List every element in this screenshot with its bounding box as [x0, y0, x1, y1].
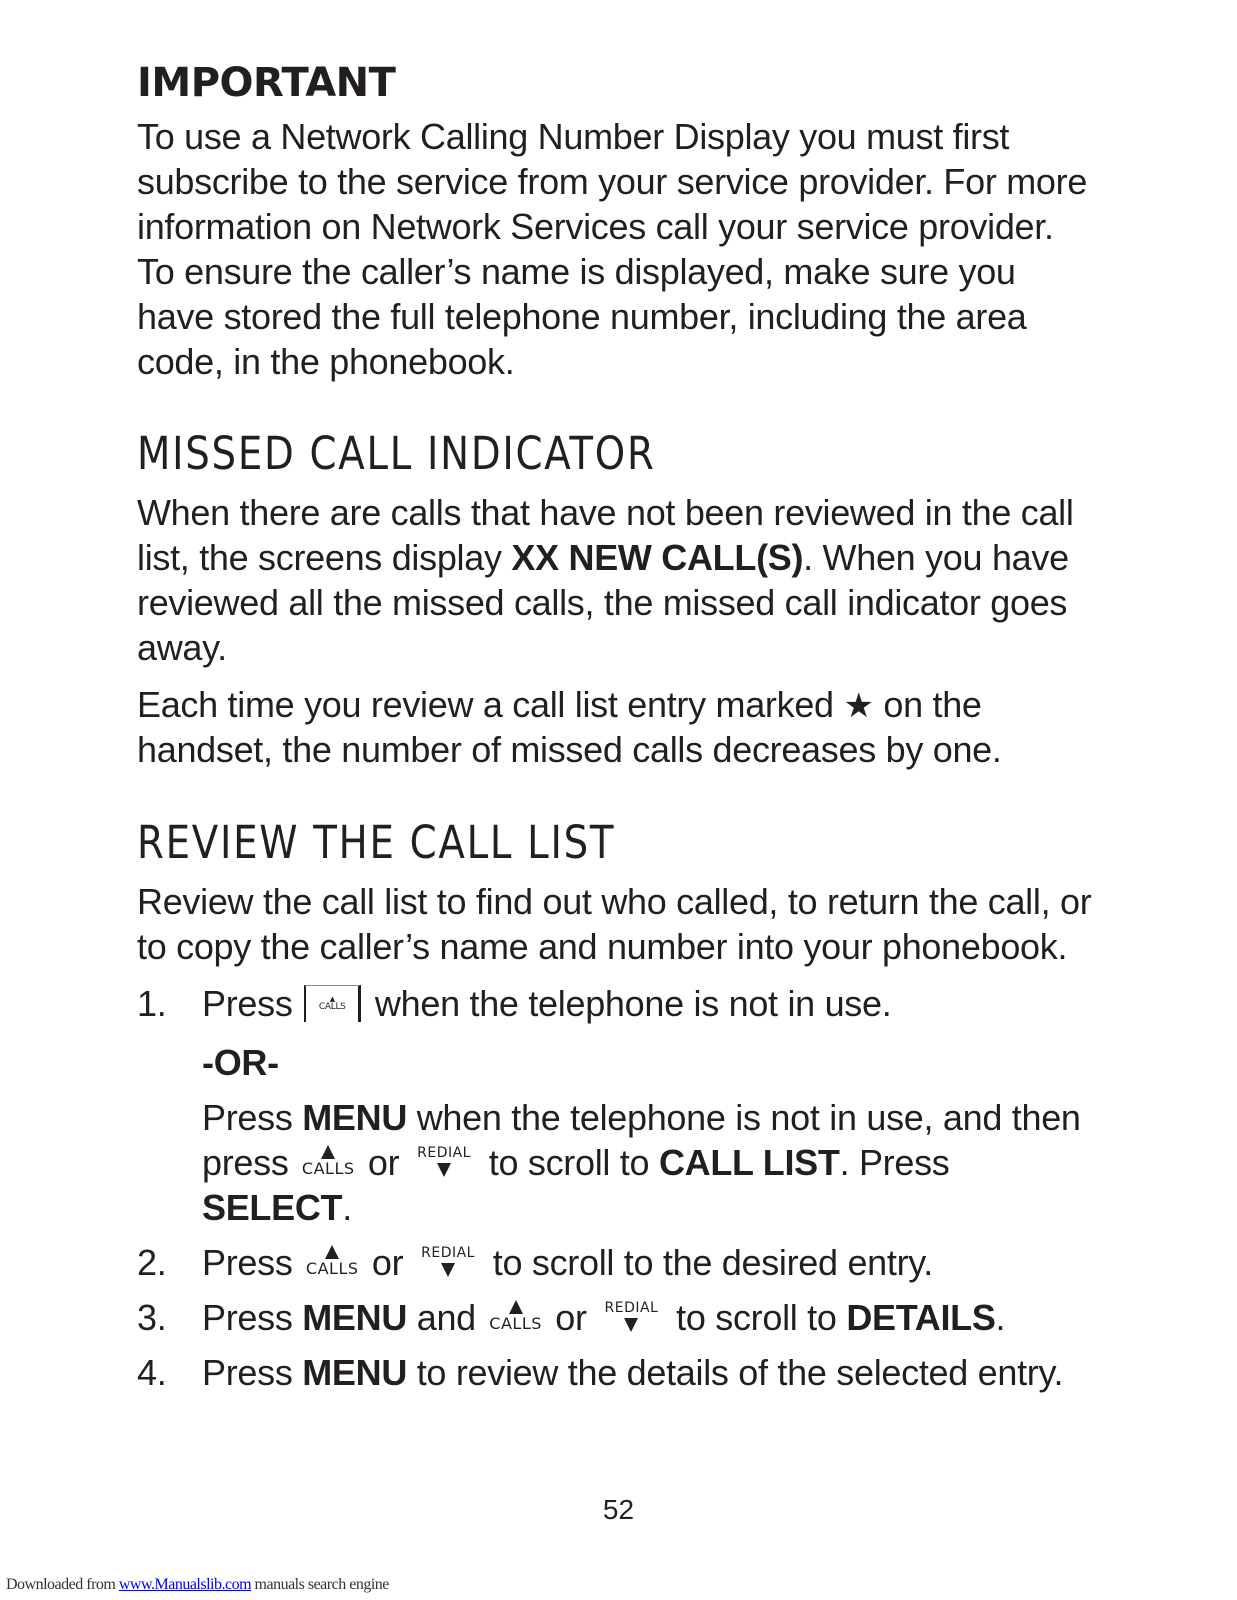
step-2: 2. Press CALLS or REDIAL to scroll to the desired entry. — [137, 1242, 934, 1283]
or-separator: -OR- — [202, 1042, 279, 1083]
menu-label: MENU — [302, 1097, 408, 1138]
review-call-list-heading: REVIEW THE CALL LIST — [137, 816, 616, 869]
menu-label: MENU — [302, 1297, 408, 1338]
step-1: 1. Press ▲ CALLS when the telephone is not in use. -OR- Press MENU when the telephone is not in use, and then press CALLS or REDIAL to scroll to CALL LIST. Press SELECT. — [137, 981, 1097, 1230]
important-heading: IMPORTANT — [137, 60, 396, 106]
missed-paragraph-2: Each time you review a call list entry marked ★ on the handset, the number of missed calls decreases by one. — [137, 684, 1002, 770]
redial-down-icon: REDIAL — [415, 1243, 481, 1279]
new-calls-label: XX NEW CALL(S) — [511, 537, 804, 578]
redial-down-icon: REDIAL — [411, 1143, 477, 1179]
star-icon: ★ — [843, 687, 874, 725]
call-list-label: CALL LIST — [658, 1142, 840, 1183]
review-intro: Review the call list to find out who called, to return the call, or to copy the caller’s name and number into your phonebook. — [137, 881, 1092, 967]
step-3: 3. Press MENU and CALLS or REDIAL to scroll to DETAILS. — [137, 1297, 1006, 1338]
calls-up-icon: CALLS — [304, 1243, 360, 1279]
step-number: 4. — [137, 1352, 167, 1393]
important-body: To use a Network Calling Number Display you must first subscribe to the service from your service provider. For more information on Network Services call your service provider. To ensure the caller’s name is displayed, make sure you have stored the full telephone number, including the area code, in the phonebook. — [137, 116, 1088, 382]
step-4: 4. Press MENU to review the details of the selected entry. — [137, 1352, 1064, 1393]
step-number: 3. — [137, 1297, 167, 1338]
missed-paragraph-1: When there are calls that have not been reviewed in the call list, the screens display XX NEW CALL(S). When you have reviewed all the missed calls, the missed call indicator goes away. — [137, 492, 1074, 668]
calls-up-icon: CALLS — [300, 1143, 356, 1179]
step-number: 1. — [137, 983, 167, 1024]
manualslib-link[interactable]: www.Manualslib.com — [118, 1576, 252, 1593]
redial-down-icon: REDIAL — [598, 1298, 664, 1334]
page-number: 52 — [602, 1494, 635, 1525]
missed-call-heading: MISSED CALL INDICATOR — [137, 427, 656, 480]
calls-up-icon: CALLS — [488, 1298, 544, 1334]
download-footer: Downloaded from www.Manualslib.com manuals search engine — [6, 1576, 389, 1593]
menu-label: MENU — [302, 1352, 408, 1393]
steps-list — [137, 981, 1097, 1395]
calls-key-icon: ▲ CALLS — [304, 985, 361, 1022]
details-label: DETAILS — [846, 1297, 996, 1338]
select-label: SELECT — [202, 1187, 343, 1228]
page-content — [137, 58, 1097, 1395]
step-number: 2. — [137, 1242, 167, 1283]
